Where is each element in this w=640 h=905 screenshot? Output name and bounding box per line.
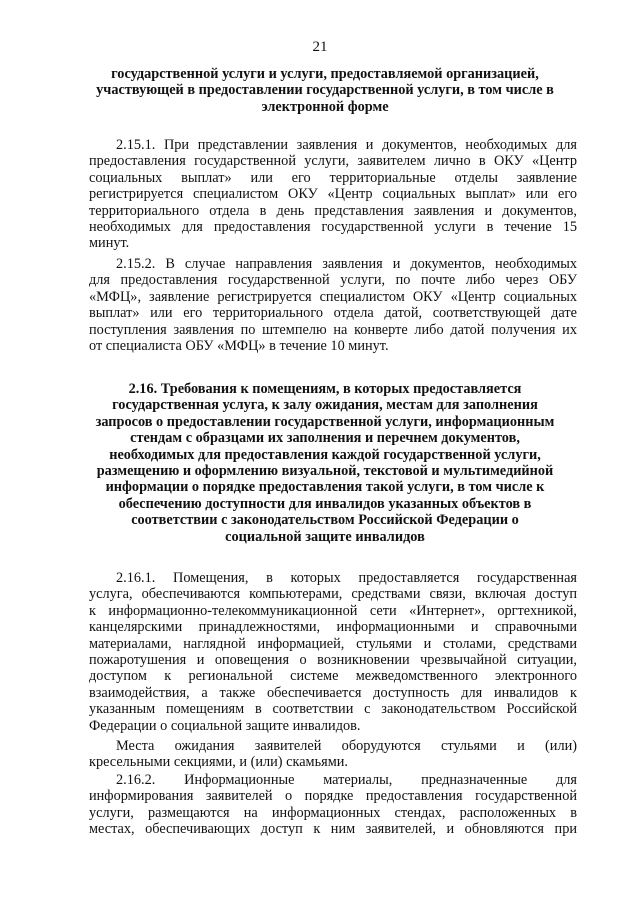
text-line: 2.16.1. Помещения, в которых предоставляется государственная <box>116 570 577 586</box>
text-line: пожаротушения и оповещения о возникновении чрезвычайной ситуации, <box>89 651 577 668</box>
text-line: указанным помещениям в соответствии с законодательством Российской <box>89 701 577 718</box>
text-line: 2.16.2. Информационные материалы, предназначенные для <box>116 772 577 788</box>
heading-line: социальной защите инвалидов <box>225 528 425 545</box>
text-line: взаимодействия, а также обеспечивается доступность для инвалидов к <box>89 684 577 701</box>
heading-line: необходимых для предоставления каждой государственной услуги, <box>109 446 541 463</box>
text-line: услуга, обеспечиваются компьютерами, средствами связи, включая доступ <box>89 586 577 603</box>
text-line: «МФЦ», заявление регистрируется специалистом ОКУ «Центр социальных <box>89 288 577 305</box>
section-heading-2-16 <box>90 381 560 545</box>
text-line: услуги, размещаются на информационных стендах, расположенных в <box>89 804 577 821</box>
text-line: к информационно-телекоммуникационной сети «Интернет», оргтехникой, <box>89 602 577 619</box>
text-line: минут. <box>89 235 130 252</box>
heading-line: размещению и оформлению визуальной, текстовой и мультимедийной <box>96 462 554 479</box>
text-line: 2.15.2. В случае направления заявления и документов, необходимых <box>116 256 577 272</box>
text-line: 2.15.1. При представлении заявления и документов, необходимых для <box>116 137 577 153</box>
heading-line: государственная услуга, к залу ожидания, местам для заполнения <box>112 397 538 414</box>
heading-line: обеспечению доступности для инвалидов указанных объектов в <box>118 495 532 512</box>
paragraph-waiting-places <box>89 738 577 771</box>
text-line: для предоставления государственной услуги, по почте либо через ОБУ <box>89 272 577 289</box>
text-line: материалами, наглядной информацией, стульями и столами, средствами <box>89 635 577 652</box>
paragraph-2-15-1 <box>89 137 577 252</box>
text-line: канцелярскими принадлежностями, информационными и справочными <box>89 619 577 636</box>
heading-line: 2.16. Требования к помещениям, в которых предоставляется <box>128 381 522 397</box>
text-line: поступления заявления по штемпелю на конверте либо датой получения их <box>89 321 577 338</box>
text-line: Федерации о социальной защите инвалидов. <box>89 717 361 734</box>
paragraph-2-16-1 <box>89 570 577 734</box>
text-line: социальных выплат» или его территориальные отделы заявление <box>89 169 577 186</box>
heading-line: государственной услуги и услуги, предоставляемой организацией, <box>111 66 539 82</box>
text-line: Места ожидания заявителей оборудуются стульями и (или) <box>116 738 577 754</box>
text-line: выплат» или его территориального отдела датой, соответствующей дате <box>89 305 577 322</box>
text-line: местах, обеспечивающих доступ к ним заявителей, и обновляются при <box>89 821 577 838</box>
text-line: информирования заявителей о порядке предоставления государственной <box>89 788 577 805</box>
heading-line: стендам с образцами их заполнения и перечнем документов, <box>130 430 520 447</box>
heading-line: информации о порядке предоставления такой услуги, в том числе к <box>105 479 545 496</box>
section-heading-2-15-tail <box>90 66 560 115</box>
text-line: от специалиста ОБУ «МФЦ» в течение 10 минут. <box>89 337 389 354</box>
text-line: доступом к региональной системе межведомственного электронного <box>89 668 577 685</box>
text-line: необходимых для предоставления государственной услуги в течение 15 <box>89 218 577 235</box>
text-line: кресельными секциями, и (или) скамьями. <box>89 754 348 771</box>
heading-line: электронной форме <box>261 98 389 115</box>
text-line: территориального отдела в день представления заявления и документов, <box>89 202 577 219</box>
heading-line: запросов о предоставлении государственной услуги, информационным <box>95 413 555 430</box>
page-number: 21 <box>312 39 328 55</box>
text-line: регистрируется специалистом ОКУ «Центр социальных выплат» или его <box>89 186 577 203</box>
heading-line: участвующей в предоставлении государственной услуги, в том числе в <box>96 82 554 99</box>
text-line: предоставления государственной услуги, заявителем лично в ОКУ «Центр <box>89 153 577 170</box>
heading-line: соответствии с законодательством Российской Федерации о <box>131 512 519 529</box>
paragraph-2-16-2 <box>89 772 577 838</box>
paragraph-2-15-2 <box>89 256 577 354</box>
